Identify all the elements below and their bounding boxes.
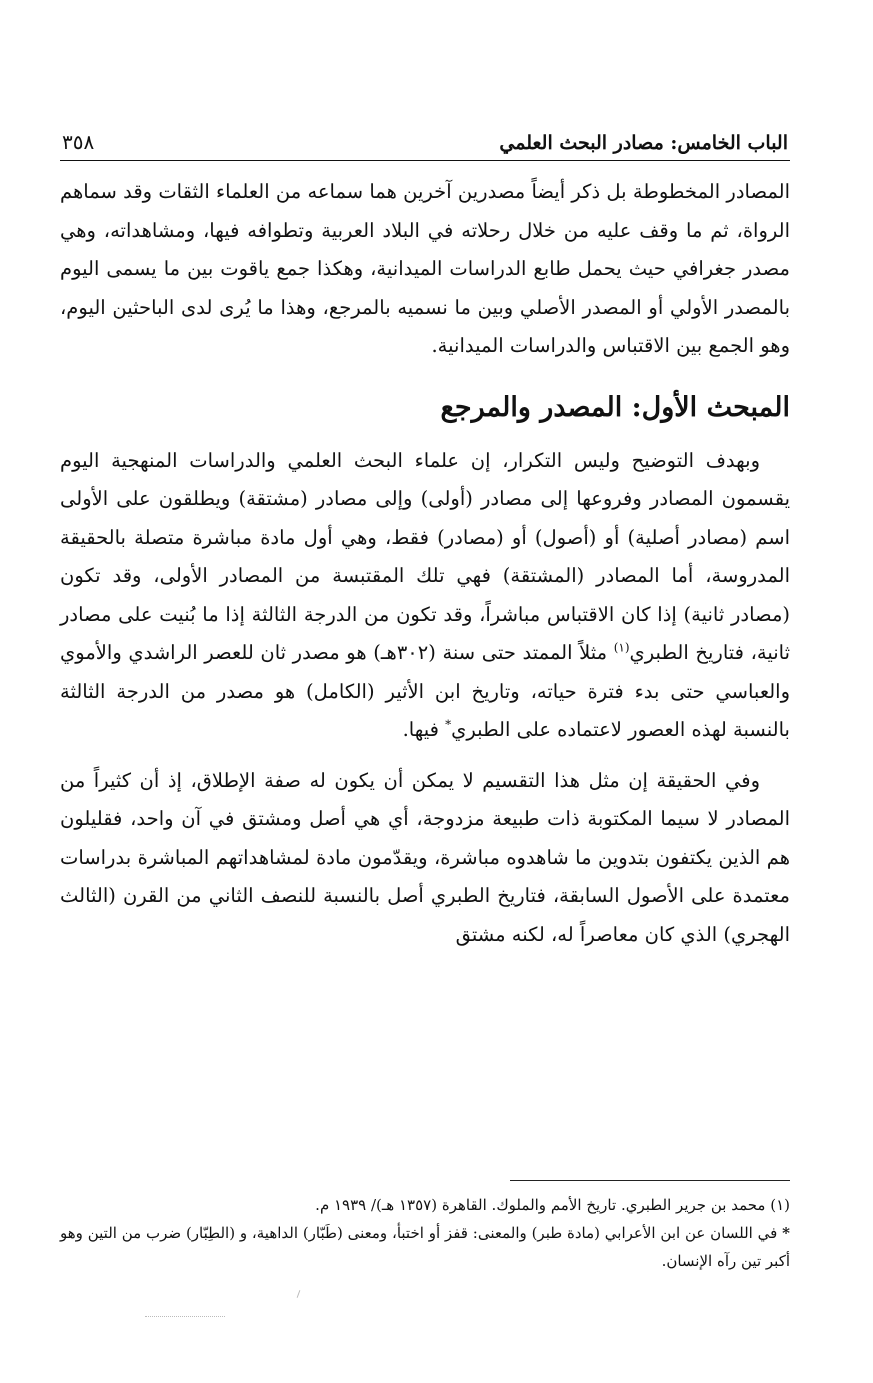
body-paragraph-1-part1: وبهدف التوضيح وليس التكرار، إن علماء البحث العلمي والدراسات المنهجية اليوم يقسمون المصادر وفروعها إلى مصادر (أولى) وإلى مصادر (مشتقة) ويطلقون على الأولى اسم (مصادر أصلية) أو (أصول) أو (مصادر) فقط، وهي أول مادة مباشرة متصلة بالحقيقة المدروسة، أما المصادر (المشتقة) فهي تلك المقتبسة من المصادر الأولى، وقد تكون (مصادر ثانية) إذا كان الاقتباس مباشراً، وقد تكون من الدرجة الثالثة إذا ما بُنيت على مصادر ثانية، فتاريخ الطبري [60, 448, 790, 664]
running-header [60, 118, 790, 161]
footnote-divider [510, 1180, 790, 1181]
body-paragraph-1-part2: مثلاً الممتد حتى سنة (٣٠٢هـ) هو مصدر ثان للعصر الراشدي والأموي والعباسي حتى بدء فترة حياته، وتاريخ ابن الأثير (الكامل) هو مصدر من الدرجة الثالثة بالنسبة لهذه العصور لاعتماده على الطبري [60, 641, 790, 741]
footnote-1: (١) محمد بن جرير الطبري. تاريخ الأمم والملوك. القاهرة (١٣٥٧ هـ)/ ١٩٣٩ م. [315, 1196, 790, 1214]
body-paragraph-1 [60, 442, 790, 750]
footnote-reference: (١) [613, 640, 630, 655]
footnote-star-reference: * [445, 717, 452, 732]
footnote-2-text: في اللسان عن ابن الأعرابي (مادة طبر) والمعنى: قفز أو اختبأ، ومعنى (طَبّار) الداهية، و (الطِبّار) ضرب من التين وهو أكبر تين رآه الإنسان. [60, 1224, 790, 1270]
section-title: المبحث الأول: المصدر والمرجع [440, 391, 790, 423]
scan-mark [297, 1290, 301, 1298]
body-paragraph-1-part3: فيها. [402, 718, 446, 741]
page-body [60, 118, 790, 954]
scan-artifact [145, 1316, 225, 1317]
footnote-2 [60, 1219, 790, 1275]
chapter-title: الباب الخامس: مصادر البحث العلمي [499, 132, 788, 154]
intro-paragraph: المصادر المخطوطة بل ذكر أيضاً مصدرين آخرين هما سماعه من العلماء الثقات وقد سماهم الرواة، ثم ما وقف عليه من خلال رحلاته في البلاد العربية وتطوافه فيها، ومشاهداته، وهي مصدر جغرافي حيث يحمل طابع الدراسات الميدانية، وهكذا جمع ياقوت بين ما يسمى اليوم بالمصدر الأولي أو المصدر الأصلي وبين ما نسميه بالمرجع، وهذا ما يُرى لدى الباحثين اليوم، وهو الجمع بين الاقتباس والدراسات الميدانية. [60, 180, 790, 357]
footnote-2-marker: * [782, 1224, 790, 1242]
page-number: ٣٥٨ [62, 130, 95, 154]
paragraph-gap [60, 750, 790, 762]
body-paragraph-2: وفي الحقيقة إن مثل هذا التقسيم لا يمكن أن يكون له صفة الإطلاق، إذ أن كثيراً من المصادر لا سيما المكتوبة ذات طبيعة مزدوجة، أي هي أصل ومشتق في آن واحد، فقليلون هم الذين يكتفون بتدوين ما شاهدوه مباشرة، ويقدّمون مادة لمشاهداتهم المباشرة بدراسات معتمدة على الأصول السابقة، فتاريخ الطبري أصل بالنسبة للنصف الثاني من القرن (الثالث الهجري) الذي كان معاصراً له، لكنه مشتق [60, 768, 790, 946]
footnotes [60, 1180, 790, 1275]
